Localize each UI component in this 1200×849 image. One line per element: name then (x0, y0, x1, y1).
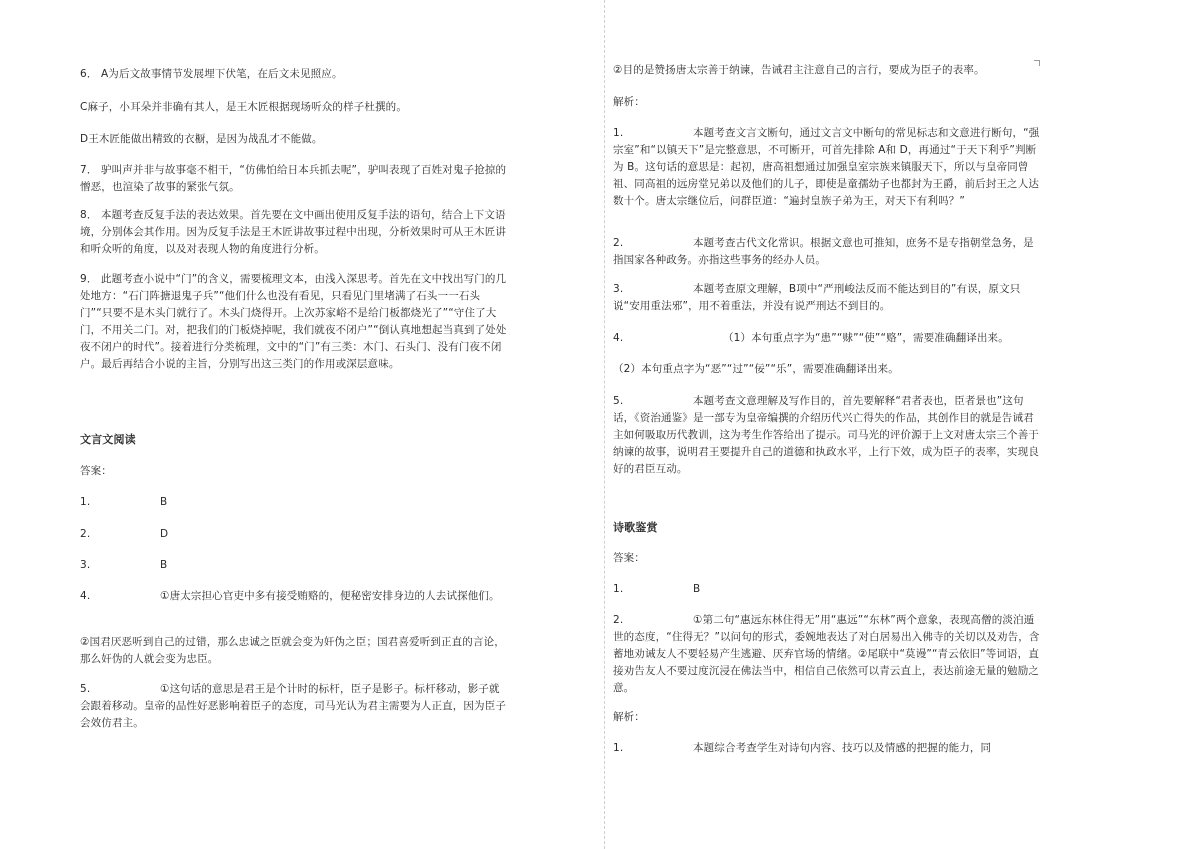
q6-option-c: C麻子，小耳朵并非确有其人，是王木匠根据现场听众的样子杜撰的。 (80, 101, 407, 113)
poetry-answer-1 (613, 581, 1043, 598)
answer-num: 4. (80, 590, 91, 602)
answer-4-part2: ②国君厌恶听到自己的过错，那么忠诚之臣就会变为奸伪之臣；国君喜爱听到正直的言论，那么奸伪的人就会变为忠臣。 (80, 636, 505, 665)
answer-5-text: ①这句话的意思是君王是个计时的标杆，臣子是影子。标杆移动，影子就会跟着移动。皇帝的品性好恶影响着臣子的态度，司马光认为君主需要为人正直，因为臣子会效仿君主。 (80, 683, 506, 729)
analysis-label: 解析： (613, 96, 645, 108)
analysis-num: 4. (613, 332, 624, 344)
answer-row (80, 557, 510, 574)
answer-row (80, 526, 510, 543)
analysis-4 (613, 330, 1043, 347)
analysis-1-text: 本题考查文言文断句，通过文言文中断句的常见标志和文意进行断句，“强宗室”和“以镇天下”是完整意思，不可断开，可首先排除 A和 D，再通过“于天下利乎”判断为 B。这句话的意思是：起初，唐高祖想通过加强皇室宗族来镇服天下，所以与皇帝同曾祖、同高祖的远房堂兄弟以及他们的儿子，即使是童孺幼子也都封为王爵，前后封王之人达数十个。唐太宗继位后，问群臣道：“遍封皇族子弟为王，对天下有利吗？” (613, 127, 1040, 207)
section-title-poetry: 诗歌鉴赏 (613, 521, 658, 534)
answer-value: D (160, 528, 169, 540)
analysis-3-text: 本题考查原文理解，B项中“严刑峻法反而不能达到目的”有误，原文只说“安用重法邪”，用不着重法，并没有说严刑达不到目的。 (613, 283, 1021, 312)
page-divider (604, 0, 605, 849)
answer-label: 答案： (80, 465, 112, 477)
answer-5 (80, 681, 510, 732)
analysis-3 (613, 281, 1043, 315)
analysis-4-part2: （2）本句重点字为“恶”“过”“佞”“乐”，需要准确翻译出来。 (613, 363, 899, 375)
poetry-analysis-1 (613, 740, 1043, 757)
answer-num: 1. (80, 496, 91, 508)
analysis-5-text: 本题考查文意理解及写作目的，首先要解释“君者表也，臣者景也”这句话，《资治通鉴》是一部专为皇帝编撰的介绍历代兴亡得失的作品，其创作目的就是告诫君主如何吸取历代教训，这为考生作答给出了提示。司马光的评价源于上文对唐太宗三个善于纳谏的故事，说明君王要提升自己的道德和执政水平，上行下效，成为臣子的表率，实现良好的君臣互动。 (613, 395, 1039, 475)
poetry-answer-2-text: ①第二句“惠远东林住得无”用“惠远”“东林”两个意象，表现高僧的淡泊遁世的态度，“住得无？”以问句的形式，委婉地表达了对白居易出入佛寺的关切以及劝告，含蓄地劝诫友人不要轻易产生逃避、厌弃官场的情绪。②尾联中“莫谩”“青云依旧”等词语，直接劝告友人不要过度沉浸在佛法当中，相信自己依然可以青云直上，表达前途无量的勉励之意。 (613, 614, 1040, 694)
answer-value: B (160, 559, 168, 571)
analysis-num: 1. (613, 127, 624, 139)
poetry-analysis-label: 解析： (613, 711, 645, 723)
poetry-answer-label: 答案： (613, 552, 645, 564)
left-page (80, 0, 510, 849)
analysis-2-text: 本题考查古代文化常识。根据文意也可推知，庶务不是专指朝堂急务，是指国家各种政务。亦指这些事务的经办人员。 (613, 237, 1034, 266)
q6-option-d: D王木匠能做出精致的衣橱，是因为战乱才不能做。 (80, 133, 323, 145)
analysis-4-text: （1）本句重点字为“患”“赇”“使”“赂”，需要准确翻译出来。 (723, 332, 1009, 344)
answer-num: 2. (80, 528, 91, 540)
answer-5-part2: ②目的是赞扬唐太宗善于纳谏，告诫君主注意自己的言行，要成为臣子的表率。 (613, 64, 985, 76)
answer-row (80, 494, 510, 511)
q9-text: 9． 此题考查小说中“门”的含义，需要梳理文本，由浅入深思考。首先在文中找出写门的几处地方：“石门阵搪退鬼子兵”“他们什么也没有看见，只看见门里堵满了石头一一石头门”“只要不是木头门就行了。木头门烧得开。上次苏家峪不是给门板都烧光了”“守住了大门，不用关二门。对，把我们的门板烧掉呢，我们就夜不闭户”“倒认真地想起当真到了处处夜不闭户的时代”。接着进行分类梳理，文中的“门”有三类：木门、石头门、没有门夜不闭户。最后再结合小说的主旨，分别写出这三类门的作用或深层意味。 (80, 273, 507, 370)
answer-4-text: ①唐太宗担心官吏中多有接受贿赂的，便秘密安排身边的人去试探他们。 (160, 590, 500, 602)
analysis-5 (613, 393, 1043, 478)
q8-text: 8． 本题考查反复手法的表达效果。首先要在文中画出使用反复手法的语句，结合上下文语境，分别体会其作用。因为反复手法是王木匠讲故事过程中出现，分析效果时可从王木匠讲和听众听的角度，以及对表现人物的角度进行分析。 (80, 209, 506, 255)
right-page (613, 0, 1043, 849)
analysis-num: 1. (613, 742, 624, 754)
analysis-num: 5. (613, 395, 624, 407)
answer-value: B (693, 583, 701, 595)
answer-num: 2. (613, 614, 624, 626)
answer-num: 1. (613, 583, 624, 595)
q7-text: 7． 驴叫声并非与故事毫不相干，“仿佛怕给日本兵抓去呢”，驴叫表现了百姓对鬼子抢掠的憎恶，也渲染了故事的紧张气氛。 (80, 164, 507, 193)
analysis-2 (613, 235, 1043, 269)
poetry-analysis-1-text: 本题综合考查学生对诗句内容、技巧以及情感的把握的能力，同 (693, 742, 992, 754)
answer-value: B (160, 496, 168, 508)
section-title-classical: 文言文阅读 (80, 433, 136, 446)
poetry-answer-2 (613, 612, 1043, 697)
answer-4 (80, 588, 510, 605)
analysis-1 (613, 125, 1043, 210)
analysis-num: 2. (613, 237, 624, 249)
q6-text: 6． A为后文故事情节发展埋下伏笔，在后文未见照应。 (80, 68, 343, 80)
analysis-num: 3. (613, 283, 624, 295)
answer-num: 5. (80, 683, 91, 695)
answer-num: 3. (80, 559, 91, 571)
